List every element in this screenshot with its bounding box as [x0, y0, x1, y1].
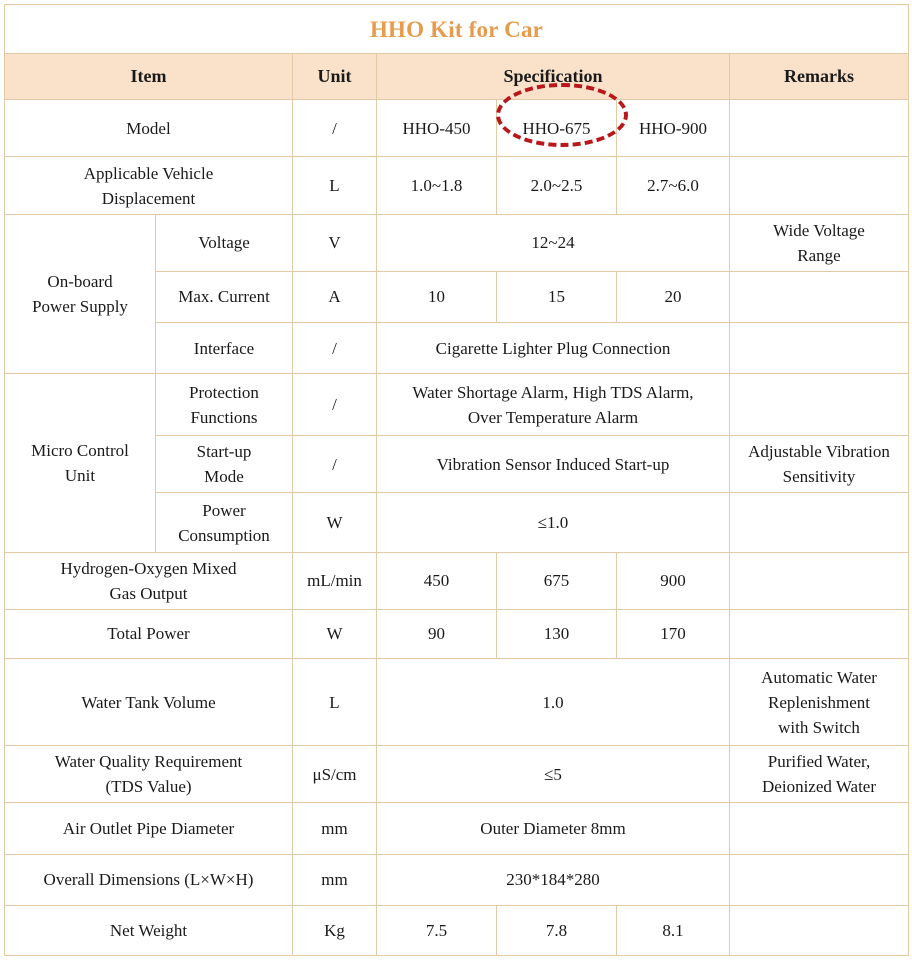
- displacement-unit: L: [293, 157, 377, 214]
- total-power-label: Total Power: [5, 609, 293, 658]
- current-value-1: 10: [377, 271, 497, 322]
- total-power-unit: W: [293, 609, 377, 658]
- consumption-label: Power Consumption: [156, 493, 293, 552]
- model-value-2: HHO-675: [522, 118, 591, 138]
- startup-unit: /: [293, 436, 377, 493]
- water-quality-label: Water Quality Requirement (TDS Value): [5, 746, 293, 803]
- current-label: Max. Current: [156, 271, 293, 322]
- displacement-value-3: 2.7~6.0: [617, 157, 730, 214]
- model-unit: /: [293, 100, 377, 157]
- tank-volume-label: Water Tank Volume: [5, 658, 293, 745]
- net-weight-unit: Kg: [293, 905, 377, 955]
- gas-output-value-1: 450: [377, 552, 497, 609]
- header-row: [5, 54, 909, 100]
- consumption-value: ≤1.0: [377, 493, 730, 552]
- tank-volume-remarks: Automatic Water Replenishment with Switch: [730, 658, 909, 745]
- total-power-value-2: 130: [497, 609, 617, 658]
- model-value-1: HHO-450: [377, 100, 497, 157]
- net-weight-value-3: 8.1: [617, 905, 730, 955]
- dimensions-value: 230*184*280: [377, 854, 730, 905]
- gas-output-value-3: 900: [617, 552, 730, 609]
- displacement-remarks: [730, 157, 909, 214]
- row-total-power: [5, 609, 909, 658]
- pipe-diameter-remarks: [730, 803, 909, 854]
- row-pipe-diameter: [5, 803, 909, 854]
- voltage-remarks: Wide Voltage Range: [730, 214, 909, 271]
- pipe-diameter-label: Air Outlet Pipe Diameter: [5, 803, 293, 854]
- pipe-diameter-value: Outer Diameter 8mm: [377, 803, 730, 854]
- title-row: [5, 5, 909, 54]
- row-model: [5, 100, 909, 157]
- consumption-remarks: [730, 493, 909, 552]
- row-tank-volume: [5, 658, 909, 745]
- total-power-value-3: 170: [617, 609, 730, 658]
- water-quality-remarks: Purified Water, Deionized Water: [730, 746, 909, 803]
- row-protection: [5, 374, 909, 436]
- header-remarks: Remarks: [730, 54, 909, 100]
- gas-output-value-2: 675: [497, 552, 617, 609]
- water-quality-unit: μS/cm: [293, 746, 377, 803]
- power-supply-group: On-board Power Supply: [5, 214, 156, 373]
- protection-label: Protection Functions: [156, 374, 293, 436]
- model-value-2-cell: [497, 100, 617, 157]
- total-power-remarks: [730, 609, 909, 658]
- startup-value: Vibration Sensor Induced Start-up: [377, 436, 730, 493]
- current-remarks: [730, 271, 909, 322]
- model-highlight: [523, 116, 591, 141]
- displacement-label: Applicable Vehicle Displacement: [5, 157, 293, 214]
- spec-sheet: [4, 4, 908, 956]
- startup-remarks: Adjustable Vibration Sensitivity: [730, 436, 909, 493]
- voltage-unit: V: [293, 214, 377, 271]
- header-unit: Unit: [293, 54, 377, 100]
- interface-remarks: [730, 322, 909, 373]
- interface-value: Cigarette Lighter Plug Connection: [377, 322, 730, 373]
- protection-value: Water Shortage Alarm, High TDS Alarm, Over Temperature Alarm: [377, 374, 730, 436]
- dimensions-remarks: [730, 854, 909, 905]
- displacement-value-2: 2.0~2.5: [497, 157, 617, 214]
- current-unit: A: [293, 271, 377, 322]
- protection-unit: /: [293, 374, 377, 436]
- row-net-weight: [5, 905, 909, 955]
- gas-output-unit: mL/min: [293, 552, 377, 609]
- total-power-value-1: 90: [377, 609, 497, 658]
- row-gas-output: [5, 552, 909, 609]
- current-value-3: 20: [617, 271, 730, 322]
- dimensions-label: Overall Dimensions (L×W×H): [5, 854, 293, 905]
- gas-output-remarks: [730, 552, 909, 609]
- control-unit-group: Micro Control Unit: [5, 374, 156, 553]
- gas-output-label: Hydrogen-Oxygen Mixed Gas Output: [5, 552, 293, 609]
- tank-volume-value: 1.0: [377, 658, 730, 745]
- row-dimensions: [5, 854, 909, 905]
- model-value-3: HHO-900: [617, 100, 730, 157]
- row-voltage: [5, 214, 909, 271]
- row-displacement: [5, 157, 909, 214]
- table-title: HHO Kit for Car: [5, 5, 909, 54]
- net-weight-label: Net Weight: [5, 905, 293, 955]
- model-label: Model: [5, 100, 293, 157]
- net-weight-value-1: 7.5: [377, 905, 497, 955]
- startup-label: Start-up Mode: [156, 436, 293, 493]
- protection-remarks: [730, 374, 909, 436]
- pipe-diameter-unit: mm: [293, 803, 377, 854]
- spec-table: [4, 4, 909, 956]
- tank-volume-unit: L: [293, 658, 377, 745]
- row-water-quality: [5, 746, 909, 803]
- interface-label: Interface: [156, 322, 293, 373]
- voltage-label: Voltage: [156, 214, 293, 271]
- water-quality-value: ≤5: [377, 746, 730, 803]
- net-weight-value-2: 7.8: [497, 905, 617, 955]
- header-item: Item: [5, 54, 293, 100]
- net-weight-remarks: [730, 905, 909, 955]
- voltage-value: 12~24: [377, 214, 730, 271]
- displacement-value-1: 1.0~1.8: [377, 157, 497, 214]
- model-remarks: [730, 100, 909, 157]
- interface-unit: /: [293, 322, 377, 373]
- current-value-2: 15: [497, 271, 617, 322]
- header-specification: Specification: [377, 54, 730, 100]
- consumption-unit: W: [293, 493, 377, 552]
- dimensions-unit: mm: [293, 854, 377, 905]
